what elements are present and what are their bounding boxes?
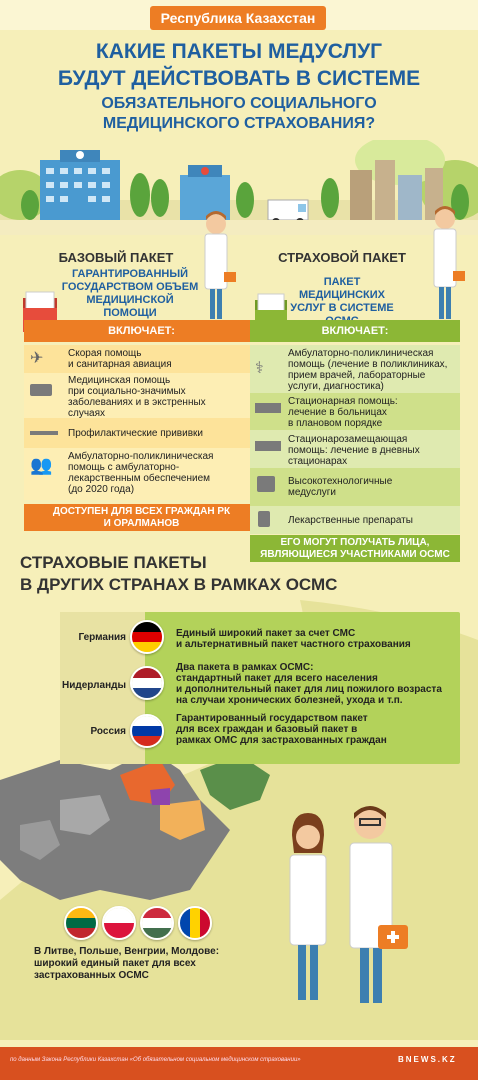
germany-description	[176, 628, 456, 650]
insurance-item-3	[288, 434, 460, 467]
country-germany: Германия	[78, 632, 126, 643]
basic-footer-line-2: И ОРАЛМАНОВ	[103, 517, 180, 529]
basic-subtitle-line-2: ГОСУДАРСТВОМ ОБЪЕМ	[61, 281, 199, 293]
high-tech-icon	[257, 476, 275, 492]
insurance-item-4-line-1: Высокотехнологичные	[288, 476, 393, 487]
basic-item-4-line-2: помощь с амбулаторно-	[68, 462, 180, 473]
basic-subtitle-line-1: ГАРАНТИРОВАННЫЙ	[71, 268, 189, 280]
main-subtitle	[0, 94, 478, 134]
germany-desc-line-2: и альтернативный пакет частного страхования	[176, 639, 411, 650]
medicine-icon	[258, 511, 270, 527]
insurance-footer-line-1: ЕГО МОГУТ ПОЛУЧАТЬ ЛИЦА,	[280, 536, 430, 548]
insurance-includes-label: ВКЛЮЧАЕТ:	[250, 320, 460, 342]
country-netherlands: Нидерланды	[62, 680, 126, 691]
basic-item-2-line-1: Медицинская помощь	[68, 375, 171, 386]
basic-item-2-line-2: при социально-значимых	[68, 386, 186, 397]
insurance-item-4	[288, 476, 460, 498]
netherlands-desc-line-4: на случаи хронических болезней, ухода и т.п.	[176, 695, 403, 706]
russia-flag-icon	[130, 714, 164, 748]
region-badge: Республика Казахстан	[150, 6, 326, 30]
basic-item-1-line-2: и санитарная авиация	[68, 359, 172, 370]
baltic-line-2: широкий единый пакет для всех	[34, 958, 196, 969]
netherlands-desc-line-1: Два пакета в рамках ОСМС:	[176, 662, 314, 673]
poland-flag-icon	[102, 906, 136, 940]
basic-item-3-line-1: Профилактические прививки	[68, 428, 203, 439]
other-title-line-2: В ДРУГИХ СТРАНАХ В РАМКАХ ОСМС	[20, 575, 338, 594]
russia-desc-line-1: Гарантированный государством пакет	[176, 713, 368, 724]
basic-item-4-line-1: Амбулаторно-поликлиническая	[68, 451, 214, 462]
insurance-subtitle-line-2: УСЛУГ В СИСТЕМЕ	[290, 302, 394, 314]
germany-flag-icon	[130, 620, 164, 654]
insurance-item-3-line-3: стационарах	[288, 456, 348, 467]
title-line-2: БУДУТ ДЕЙСТВОВАТЬ В СИСТЕМЕ	[57, 67, 421, 90]
basic-footer	[24, 504, 259, 531]
russia-desc-line-3: рамках ОМС для застрахованных граждан	[176, 735, 387, 746]
helicopter-icon: ✈	[30, 350, 44, 367]
day-hospital-icon	[255, 441, 281, 451]
insurance-item-2-line-1: Стационарная помощь:	[288, 396, 398, 407]
insurance-footer-line-2: ЯВЛЯЮЩИЕСЯ УЧАСТНИКАМИ ОСМС	[260, 548, 450, 560]
netherlands-flag-icon	[130, 666, 164, 700]
insurance-item-1	[288, 348, 460, 392]
brand-logo: BNEWS.KZ	[398, 1055, 457, 1064]
hungary-flag-icon	[140, 906, 174, 940]
other-title-line-1: СТРАХОВЫЕ ПАКЕТЫ	[20, 553, 207, 572]
doctors-couple-illustration	[278, 795, 418, 1010]
subtitle-line-1: ОБЯЗАТЕЛЬНОГО СОЦИАЛЬНОГО	[101, 95, 377, 112]
basic-footer-line-1: ДОСТУПЕН ДЛЯ ВСЕХ ГРАЖДАН РК	[52, 505, 231, 517]
clinic-visit-icon: ⚕	[255, 360, 264, 377]
netherlands-description	[176, 662, 461, 706]
insurance-item-2-line-3: в плановом порядке	[288, 418, 383, 429]
insurance-item-2-line-2: лечение в больницах	[288, 407, 387, 418]
doctor-illustration-left	[196, 210, 238, 325]
basic-item-1-line-1: Скорая помощь	[68, 348, 142, 359]
syringe-icon	[30, 431, 58, 435]
russia-description	[176, 713, 456, 746]
insurance-item-3-line-2: помощь: лечение в дневных	[288, 445, 420, 456]
city-skyline-illustration	[0, 140, 478, 235]
title-line-1: КАКИЕ ПАКЕТЫ МЕДУСЛУГ	[95, 40, 383, 63]
germany-desc-line-1: Единый широкий пакет за счет СМС	[176, 628, 356, 639]
netherlands-desc-line-2: стандартный пакет для всего населения	[176, 673, 378, 684]
basic-package-subtitle	[60, 268, 200, 320]
basic-item-4-line-4: (до 2020 года)	[68, 484, 135, 495]
basic-item-2-line-4: случаях	[68, 408, 106, 419]
doctor-patient-icon: 👥	[30, 455, 53, 475]
country-russia: Россия	[90, 726, 126, 737]
basic-item-4	[68, 451, 258, 495]
other-countries-title	[20, 552, 337, 596]
insurance-item-3-line-1: Стационарозамещающая	[288, 434, 408, 445]
main-title	[0, 38, 478, 92]
basic-item-3	[68, 428, 258, 439]
insurance-package-title: СТРАХОВОЙ ПАКЕТ	[278, 250, 406, 265]
baltic-countries-text	[34, 946, 224, 982]
baltic-line-3: застрахованных ОСМС	[34, 970, 149, 981]
insurance-item-5	[288, 515, 460, 526]
basic-item-1	[68, 348, 258, 370]
netherlands-desc-line-3: и дополнительный пакет для лиц пожилого возраста	[176, 684, 442, 695]
basic-includes-label: ВКЛЮЧАЕТ:	[24, 320, 259, 342]
baltic-line-1: В Литве, Польше, Венгрии, Молдове:	[34, 946, 220, 957]
lithuania-flag-icon	[64, 906, 98, 940]
ambulance-icon	[30, 384, 52, 396]
insurance-item-5-line-1: Лекарственные препараты	[288, 515, 413, 526]
basic-item-2	[68, 375, 258, 419]
doctor-illustration-right	[425, 205, 467, 325]
insurance-item-1-line-4: услуги, диагностика)	[288, 381, 384, 392]
moldova-flag-icon	[178, 906, 212, 940]
source-note: по данным Закона Республики Казахстан «Об обязательном социальном медицинском страховании»	[10, 1057, 301, 1063]
insurance-item-1-line-3: прием врачей, лабораторные	[288, 370, 426, 381]
insurance-item-1-line-2: помощь (лечение в поликлиниках,	[288, 359, 448, 370]
basic-subtitle-line-3: МЕДИЦИНСКОЙ ПОМОЩИ	[86, 294, 174, 319]
hospital-bed-icon	[255, 403, 281, 413]
insurance-item-1-line-1: Амбулаторно-поликлиническая	[288, 348, 434, 359]
insurance-item-2	[288, 396, 460, 429]
basic-item-4-line-3: лекарственным обеспечением	[68, 473, 211, 484]
russia-desc-line-2: для всех граждан и базовый пакет в	[176, 724, 358, 735]
insurance-subtitle-line-1: ПАКЕТ МЕДИЦИНСКИХ	[298, 276, 386, 301]
subtitle-line-2: МЕДИЦИНСКОГО СТРАХОВАНИЯ?	[102, 115, 376, 132]
insurance-item-4-line-2: медуслуги	[288, 487, 337, 498]
basic-package-title: БАЗОВЫЙ ПАКЕТ	[58, 250, 174, 265]
basic-item-2-line-3: заболеваниях и в экстренных	[68, 397, 206, 408]
